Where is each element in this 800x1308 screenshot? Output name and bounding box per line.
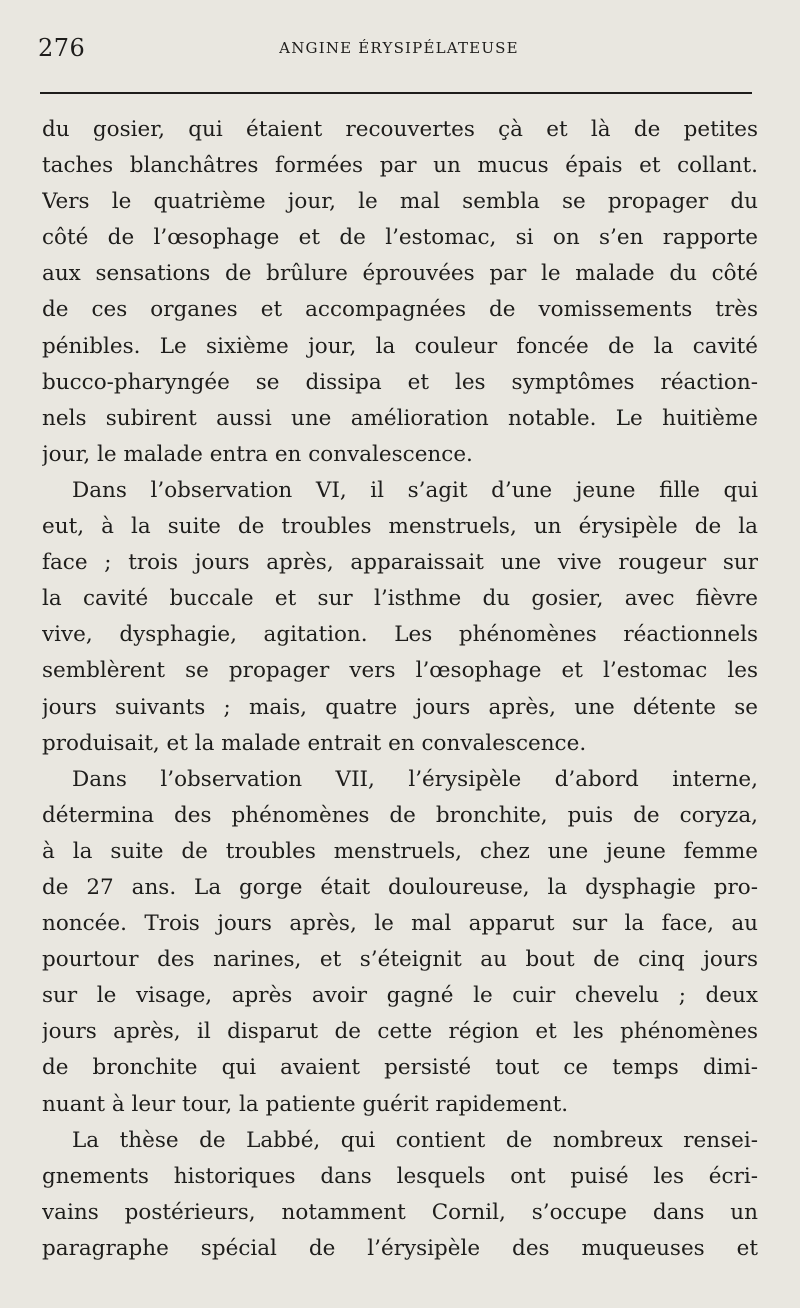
paragraph-first-line: Dans l’observation VI, il s’agit d’une jeune fille qui: [72, 477, 758, 503]
text-line: produisait, et la malade entrait en convalescence.: [42, 730, 587, 756]
text-line: de 27 ans. La gorge était douloureuse, la dysphagie pro-: [42, 874, 758, 900]
text-line: du gosier, qui étaient recouvertes çà et là de petites: [42, 117, 758, 142]
text-line: de bronchite qui avaient persisté tout ce temps dimi-: [42, 1055, 758, 1081]
paragraph-first-line: Dans l’observation VII, l’érysipèle d’abord interne,: [72, 766, 758, 792]
text-line: à la suite de troubles menstruels, chez une jeune femme: [42, 838, 758, 864]
text-line: pourtour des narines, et s’éteignit au bout de cinq jours: [42, 947, 758, 973]
header-rule: [40, 92, 752, 94]
body-text: [42, 112, 758, 1267]
text-line: pénibles. Le sixième jour, la couleur foncée de la cavité: [42, 333, 758, 359]
page-number: 276: [38, 34, 86, 62]
text-line: vains postérieurs, notamment Cornil, s’occupe dans un: [42, 1199, 758, 1225]
text-line: jour, le malade entra en convalescence.: [42, 441, 473, 467]
running-title: ANGINE ÉRYSIPÉLATEUSE: [279, 39, 519, 57]
text-line: côté de l’œsophage et de l’estomac, si on s’en rapporte: [42, 225, 758, 251]
text-line: face ; trois jours après, apparaissait une vive rougeur sur: [42, 550, 758, 576]
text-line: semblèrent se propager vers l’œsophage et l’estomac les: [42, 658, 758, 684]
paragraph-first-line: La thèse de Labbé, qui contient de nombreux rensei-: [72, 1127, 758, 1153]
text-line: détermina des phénomènes de bronchite, puis de coryza,: [42, 802, 758, 828]
text-line: vive, dysphagie, agitation. Les phénomènes réactionnels: [42, 622, 758, 648]
text-line: paragraphe spécial de l’érysipèle des muqueuses et: [42, 1235, 758, 1261]
text-line: eut, à la suite de troubles menstruels, un érysipèle de la: [42, 514, 758, 540]
text-line: Vers le quatrième jour, le mal sembla se propager du: [42, 189, 758, 215]
text-line: bucco-pharyngée se dissipa et les symptômes réaction-: [42, 369, 758, 395]
text-line: jours après, il disparut de cette région et les phénomènes: [42, 1019, 758, 1045]
text-line: nels subirent aussi une amélioration notable. Le huitième: [42, 405, 758, 431]
text-line: gnements historiques dans lesquels ont puisé les écri-: [42, 1163, 758, 1189]
text-line: la cavité buccale et sur l’isthme du gosier, avec fièvre: [42, 586, 758, 612]
text-line: sur le visage, après avoir gagné le cuir chevelu ; deux: [42, 983, 758, 1009]
text-line: aux sensations de brûlure éprouvées par le malade du côté: [42, 261, 758, 287]
text-line: de ces organes et accompagnées de vomissements très: [42, 297, 758, 323]
text-line: nuant à leur tour, la patiente guérit rapidement.: [42, 1091, 569, 1117]
text-line: noncée. Trois jours après, le mal apparut sur la face, au: [42, 911, 758, 937]
text-line: taches blanchâtres formées par un mucus épais et collant.: [42, 153, 758, 179]
page-header: [38, 30, 760, 70]
text-line: jours suivants ; mais, quatre jours après, une détente se: [42, 694, 758, 720]
